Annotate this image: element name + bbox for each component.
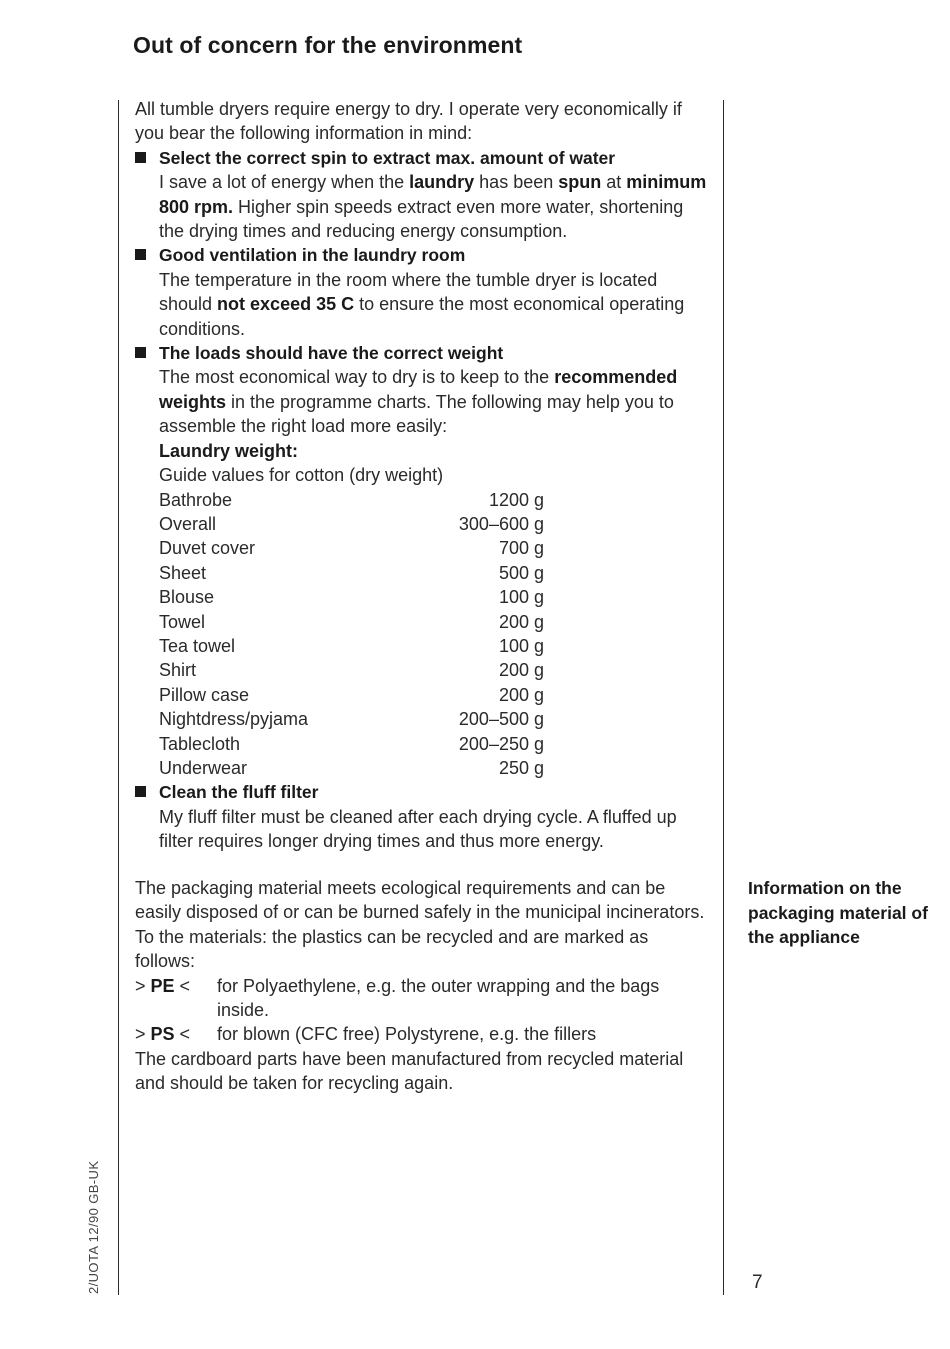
loads-text-2: in the programme charts. The following may help you to assemble the right load more easily: — [159, 391, 674, 437]
weight-value: 100 g — [498, 635, 544, 656]
loads-text-1: The most economical way to dry is to keep to the — [159, 367, 555, 388]
ventilation-text-2: to ensure the most economical operating conditions. — [159, 294, 685, 339]
document-code: 2/UOTA 12/90 GB-UK — [86, 1160, 101, 1294]
table-row — [159, 732, 544, 756]
table-row — [159, 683, 544, 707]
pe-marker-open: > — [135, 975, 151, 996]
ps-code: PS — [150, 1024, 175, 1045]
weight-value: 300–600 g — [458, 513, 544, 534]
weight-item: Overall — [159, 513, 217, 534]
packaging-side-heading: Information on the packaging material of the appliance — [748, 878, 928, 947]
packaging-paragraph-2: To the materials: the plastics can be recycled and are marked as follows: — [135, 926, 649, 972]
pe-marker-close: < — [174, 975, 191, 996]
laundry-weight-subtitle: Guide values for cotton (dry weight) — [159, 465, 444, 486]
loads-paragraph — [135, 365, 713, 438]
pe-marker — [135, 974, 217, 998]
bullet-square-icon — [135, 152, 146, 163]
weight-item: Duvet cover — [159, 538, 256, 559]
weight-item: Sheet — [159, 562, 207, 583]
spin-heading — [135, 146, 713, 170]
table-row — [159, 707, 544, 731]
weight-value: 250 g — [498, 757, 544, 778]
ventilation-heading-text: Good ventilation in the laundry room — [159, 245, 466, 266]
spin-text-1: I save a lot of energy when the — [159, 172, 410, 193]
table-row — [159, 512, 544, 536]
spin-heading-text: Select the correct spin to extract max. amount of water — [159, 147, 616, 168]
spin-text-4: Higher spin speeds extract even more water, shortening the drying times and reducing energy consumption. — [159, 196, 684, 242]
table-row — [159, 585, 544, 609]
weight-item: Shirt — [159, 660, 197, 681]
ventilation-heading — [135, 243, 713, 267]
ps-description: for blown (CFC free) Polystyrene, e.g. the fillers — [217, 1024, 597, 1045]
fluff-heading — [135, 780, 713, 804]
table-row — [159, 488, 544, 512]
weight-item: Tea towel — [159, 635, 236, 656]
spin-text-2: has been — [474, 172, 559, 193]
ventilation-paragraph — [135, 268, 713, 341]
packaging-section — [135, 876, 713, 1096]
ventilation-text-1: The temperature in the room where the tumble dryer is located should — [159, 269, 658, 315]
loads-heading-text: The loads should have the correct weight — [159, 343, 504, 364]
fluff-paragraph: My fluff filter must be cleaned after each drying cycle. A fluffed up filter requires longer drying times and thus more energy. — [159, 806, 677, 852]
loads-heading — [135, 341, 713, 365]
ps-marker-open: > — [135, 1024, 151, 1045]
spin-text-3: at — [601, 172, 627, 193]
weight-item: Nightdress/pyjama — [159, 709, 309, 730]
left-margin-rule — [118, 100, 119, 1295]
spin-bold-spun: spun — [558, 172, 602, 193]
pe-code: PE — [150, 975, 175, 996]
weight-value: 1200 g — [488, 489, 544, 510]
spin-paragraph — [135, 170, 713, 243]
fluff-heading-text: Clean the fluff filter — [159, 782, 319, 803]
weight-value: 200 g — [498, 684, 544, 705]
table-row — [159, 634, 544, 658]
pe-marker-row — [135, 974, 713, 1023]
pe-description: for Polyaethylene, e.g. the outer wrapping and the bags inside. — [217, 975, 660, 1021]
table-row — [159, 658, 544, 682]
ventilation-bold-temp: not exceed 35 C — [217, 294, 355, 315]
spin-bold-laundry: laundry — [409, 172, 475, 193]
weight-value: 100 g — [498, 587, 544, 608]
laundry-weight-table — [159, 488, 544, 781]
bullet-square-icon — [135, 786, 146, 797]
weight-value: 500 g — [498, 562, 544, 583]
ps-marker-close: < — [174, 1024, 191, 1045]
weight-value: 200–250 g — [458, 733, 544, 754]
environment-section — [135, 97, 713, 854]
right-margin-rule — [723, 100, 724, 1295]
weight-value: 200 g — [498, 611, 544, 632]
weight-value: 200–500 g — [458, 709, 544, 730]
weight-item: Tablecloth — [159, 733, 241, 754]
weight-item: Bathrobe — [159, 489, 233, 510]
bullet-square-icon — [135, 347, 146, 358]
table-row — [159, 561, 544, 585]
ps-marker — [135, 1022, 217, 1046]
page-number: 7 — [752, 1272, 763, 1293]
page-title: Out of concern for the environment — [133, 32, 523, 58]
bullet-square-icon — [135, 249, 146, 260]
table-row — [159, 610, 544, 634]
weight-item: Pillow case — [159, 684, 250, 705]
packaging-paragraph-1: The packaging material meets ecological requirements and can be easily disposed of or can be burned safely in the municipal incinerators. — [135, 878, 705, 923]
weight-item: Underwear — [159, 757, 248, 778]
packaging-paragraph-3: The cardboard parts have been manufactured from recycled material and should be taken for recycling again. — [135, 1048, 684, 1094]
ps-marker-row — [135, 1022, 713, 1046]
loads-bold-weights: recommended weights — [159, 367, 678, 412]
laundry-weight-heading: Laundry weight: — [159, 440, 298, 461]
spin-bold-rpm: minimum 800 rpm. — [159, 172, 707, 217]
table-row — [159, 536, 544, 560]
weight-value: 700 g — [498, 538, 544, 559]
weight-item: Towel — [159, 611, 206, 632]
intro-paragraph: All tumble dryers require energy to dry. I operate very economically if you bear the following information in mind: — [135, 99, 682, 144]
weight-value: 200 g — [498, 660, 544, 681]
table-row — [159, 756, 544, 780]
weight-item: Blouse — [159, 587, 215, 608]
